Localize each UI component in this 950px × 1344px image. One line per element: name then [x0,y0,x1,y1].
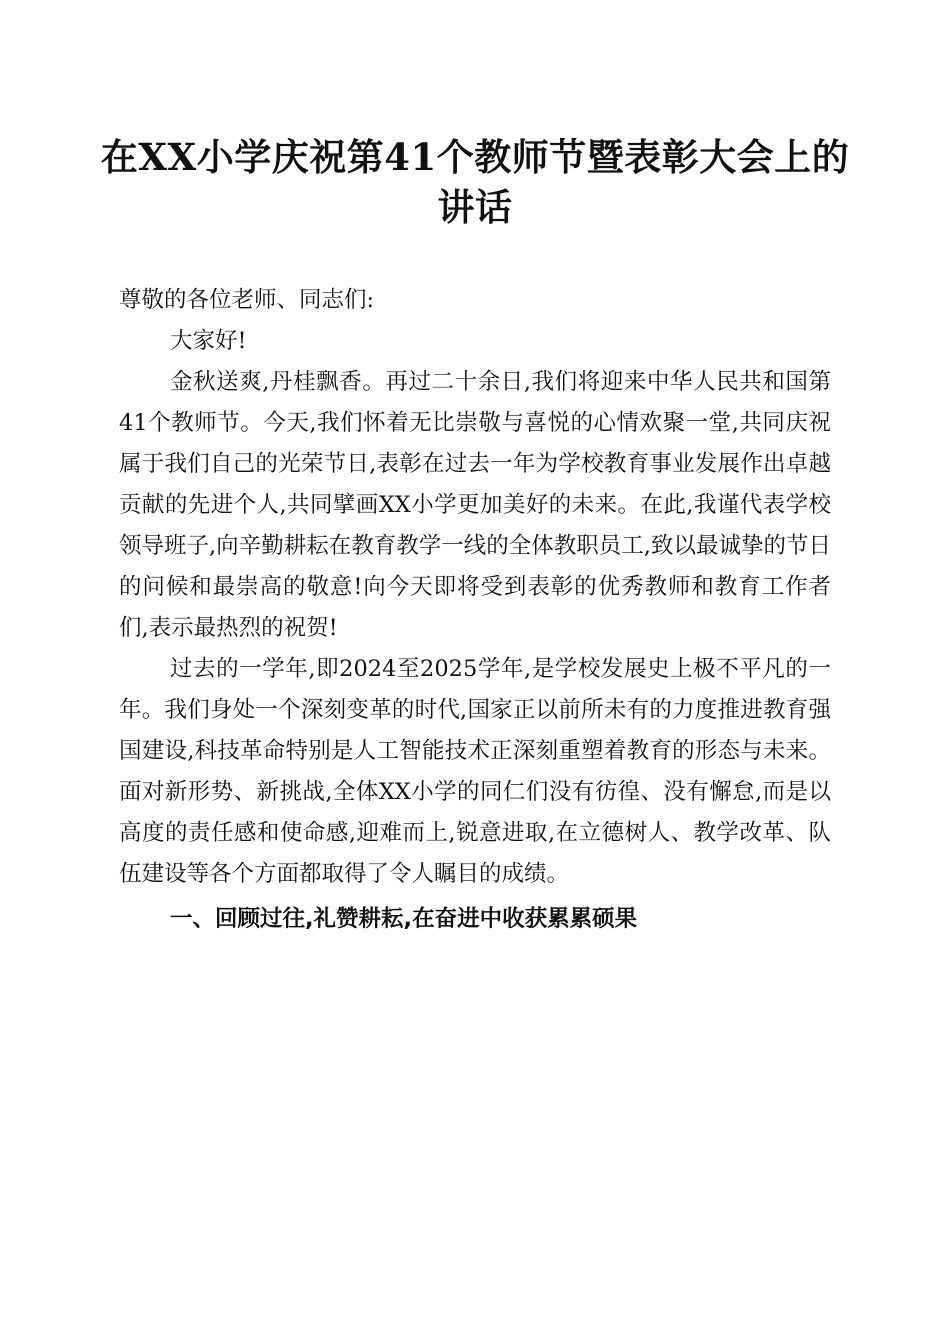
greeting: 大家好! [170,328,247,354]
paragraph: 过去的一学年,即2024至2025学年,是学校发展史上极不平凡的一年。我们身处一个深刻变革的时代,国家正以前所未有的力度推进教育强国建设,科技革命特别是人工智能技术正深刻重塑着教育的形态与未来。面对新形势、新挑战,全体XX小学的同仁们没有彷徨、没有懈怠,而是以高度的责任感和使命感,迎难而上,锐意进取,在立德树人、教学改革、队伍建设等各个方面都取得了令人瞩目的成绩。 [119,656,831,887]
paragraph: 金秋送爽,丹桂飘香。再过二十余日,我们将迎来中华人民共和国第41个教师节。今天,我们怀着无比崇敬与喜悦的心情欢聚一堂,共同庆祝属于我们自己的光荣节日,表彰在过去一年为学校教育事业发展作出卓越贡献的先进个人,共同擘画XX小学更加美好的未来。在此,我谨代表学校领导班子,向辛勤耕耘在教育教学一线的全体教职员工,致以最诚挚的节日的问候和最崇高的敬意!向今天即将受到表彰的优秀教师和教育工作者们,表示最热烈的祝贺! [119,369,831,641]
salutation: 尊敬的各位老师、同志们: [119,287,375,313]
section-heading: 一、回顾过往,礼赞耕耘,在奋进中收获累累硕果 [170,906,638,932]
document-body [119,280,831,940]
document-title: 在XX小学庆祝第41个教师节暨表彰大会上的讲话 [100,135,850,229]
